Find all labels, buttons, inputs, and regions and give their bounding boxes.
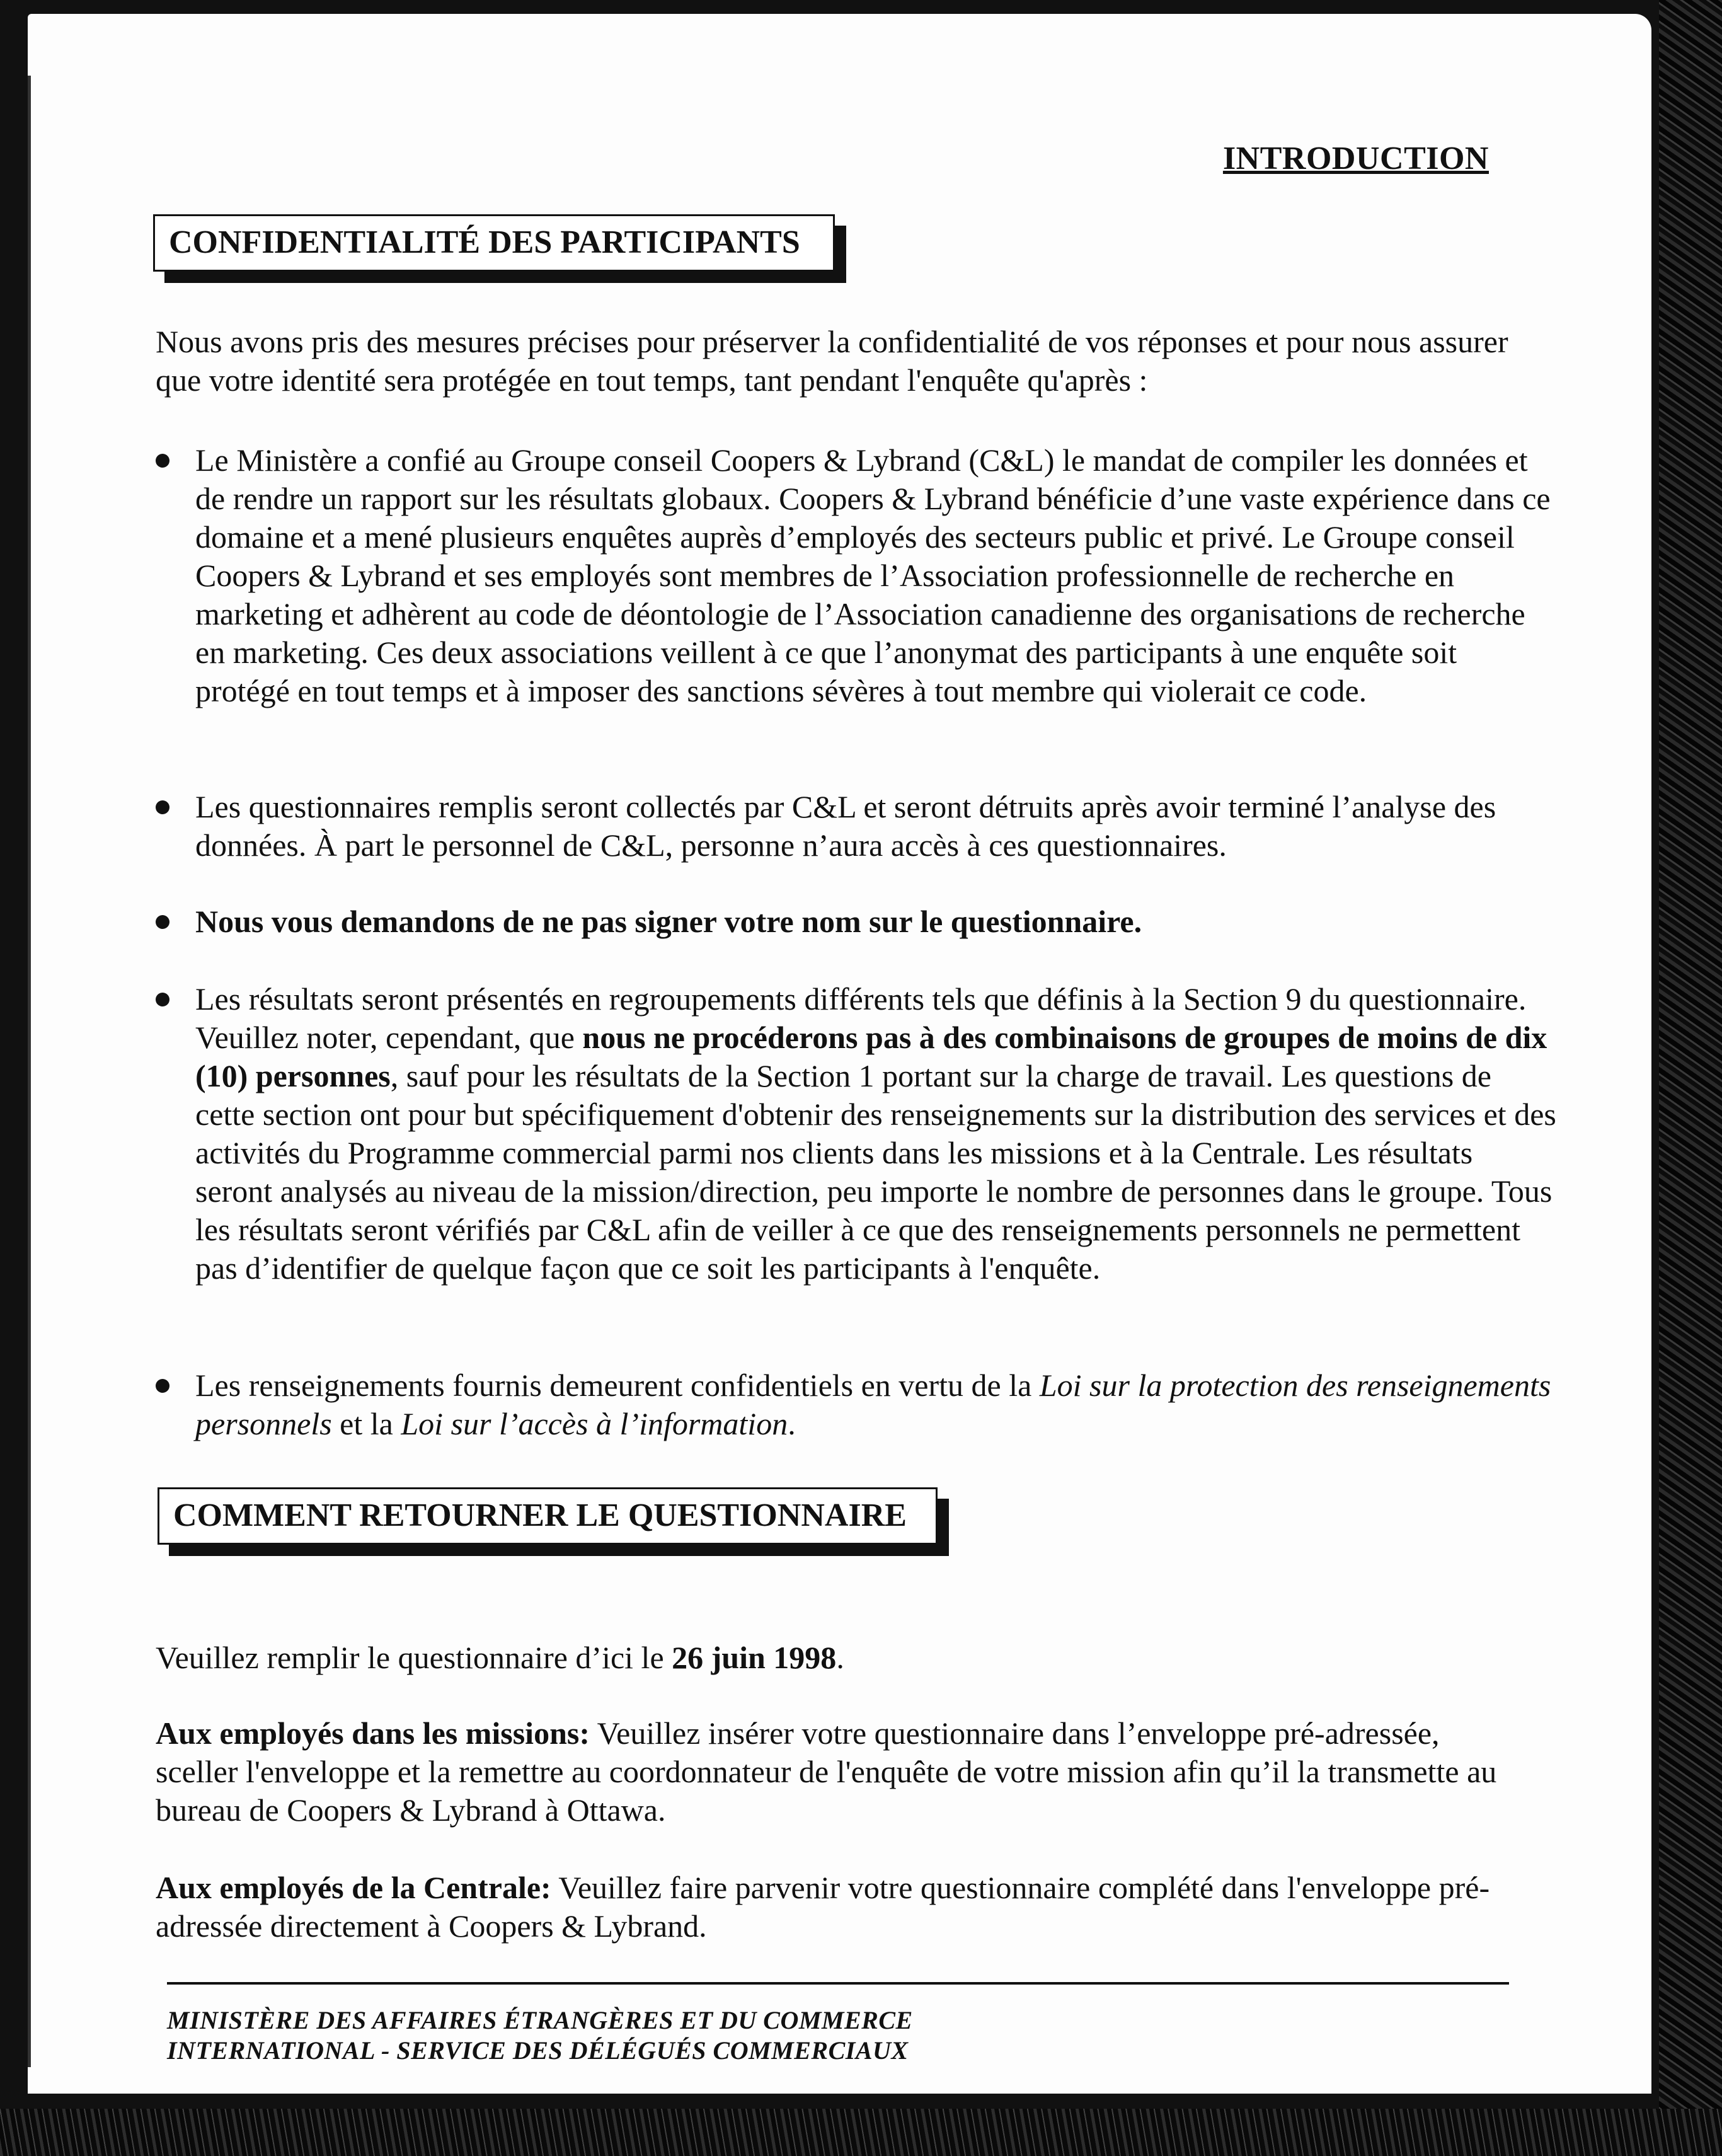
list-item xyxy=(156,1366,1556,1443)
footer xyxy=(167,2005,913,2066)
deadline-date: 26 juin 1998 xyxy=(672,1640,837,1675)
list-item xyxy=(156,980,1556,1288)
list-item xyxy=(156,902,1556,941)
heading-confidentiality: CONFIDENTIALITÉ DES PARTICIPANTS xyxy=(153,214,835,272)
bullet-text: . xyxy=(788,1406,796,1441)
bullet-text: Les renseignements fournis demeurent confidentiels en vertu de la xyxy=(195,1368,1040,1403)
missions-text: Veuillez insérer votre questionnaire dans l’enveloppe pré-adressée, sceller l'enveloppe et la remettre au coordonnateur de l'enquête de votre mission afin qu’il la transmette au bureau de Coopers & Lybrand à Ottawa. xyxy=(156,1715,1497,1828)
section-label: INTRODUCTION xyxy=(1222,141,1489,176)
bullet-text: Les questionnaires remplis seront collectés par C&L et seront détruits après avoir terminé l’analyse des données. À part le personnel de C&L, personne n’aura accès à ces questionnaires. xyxy=(195,789,1496,863)
deadline-text: Veuillez remplir le questionnaire d’ici le xyxy=(156,1640,672,1675)
bullet-icon xyxy=(156,800,169,814)
missions-label: Aux employés dans les missions: xyxy=(156,1715,590,1751)
missions-paragraph xyxy=(156,1714,1510,1830)
deadline-end: . xyxy=(836,1640,844,1675)
bullet-text: et la xyxy=(331,1406,401,1441)
bullet-text: Le Ministère a confié au Groupe conseil Coopers & Lybrand (C&L) le mandat de compiler les données et de rendre un rapport sur les résultats globaux. Coopers & Lybrand bénéficie d’une vaste expérience dans ce domaine et a mené plusieurs enquêtes auprès d’employés des secteurs public et privé. Le Groupe conseil Coopers & Lybrand et ses employés sont membres de l’Association professionnelle de recherche en marketing et adhèrent au code de déontologie de l’Association canadienne des organisations de recherche en marketing. Ces deux associations veillent à ce que l’anonymat des participants à une enquête soit protégé en tout temps et à imposer des sanctions sévères à tout membre qui violerait ce code. xyxy=(195,442,1551,708)
law-title: Loi sur la protection des renseignements personnels xyxy=(195,1368,1551,1441)
bullet-text: Nous vous demandons de ne pas signer votre nom sur le questionnaire. xyxy=(195,904,1142,939)
bullet-icon xyxy=(156,993,169,1006)
heading-return-questionnaire: COMMENT RETOURNER LE QUESTIONNAIRE xyxy=(158,1487,938,1545)
footer-line: INTERNATIONAL - SERVICE DES DÉLÉGUÉS COMMERCIAUX xyxy=(167,2036,909,2065)
list-item xyxy=(156,788,1556,865)
bullet-icon xyxy=(156,454,169,468)
law-title: Loi sur l’accès à l’information xyxy=(401,1406,788,1441)
list-item xyxy=(156,441,1556,710)
bullet-text: , sauf pour les résultats de la Section 1 portant sur la charge de travail. Les questions de cette section ont pour but spécifiquement d'obtenir des renseignements sur la distribution des services et des activités du Programme commercial parmi nos clients dans les missions et à la Centrale. Les résultats seront analysés au niveau de la mission/direction, peu importe le nombre de personnes dans le groupe. Tous les résultats seront vérifiés par C&L afin de veiller à ce que des renseignements personnels ne permettent pas d’identifier de quelque façon que ce soit les participants à l'enquête. xyxy=(195,1058,1556,1286)
bullet-icon xyxy=(156,915,169,929)
footer-divider xyxy=(167,1982,1509,1985)
centrale-paragraph xyxy=(156,1869,1510,1946)
scan-border-bottom xyxy=(0,2109,1722,2156)
bullet-icon xyxy=(156,1379,169,1393)
deadline-paragraph xyxy=(156,1639,1510,1677)
centrale-text: Veuillez faire parvenir votre questionnaire complété dans l'enveloppe pré-adressée directement à Coopers & Lybrand. xyxy=(156,1870,1490,1944)
bullet-text-bold: nous ne procéderons pas à des combinaisons de groupes de moins de dix (10) personnes xyxy=(195,1020,1547,1093)
scan-margin-line xyxy=(28,76,31,2067)
centrale-label: Aux employés de la Centrale: xyxy=(156,1870,551,1905)
footer-line: MINISTÈRE DES AFFAIRES ÉTRANGÈRES ET DU COMMERCE xyxy=(167,2006,913,2034)
bullet-text: Les résultats seront présentés en regroupements différents tels que définis à la Section 9 du questionnaire. Veuillez noter, cependant, que xyxy=(195,981,1527,1055)
intro-paragraph: Nous avons pris des mesures précises pour préserver la confidentialité de vos réponses et pour nous assurer que votre identité sera protégée en tout temps, tant pendant l'enquête qu'après : xyxy=(156,324,1508,398)
scan-border-right xyxy=(1659,0,1722,2156)
